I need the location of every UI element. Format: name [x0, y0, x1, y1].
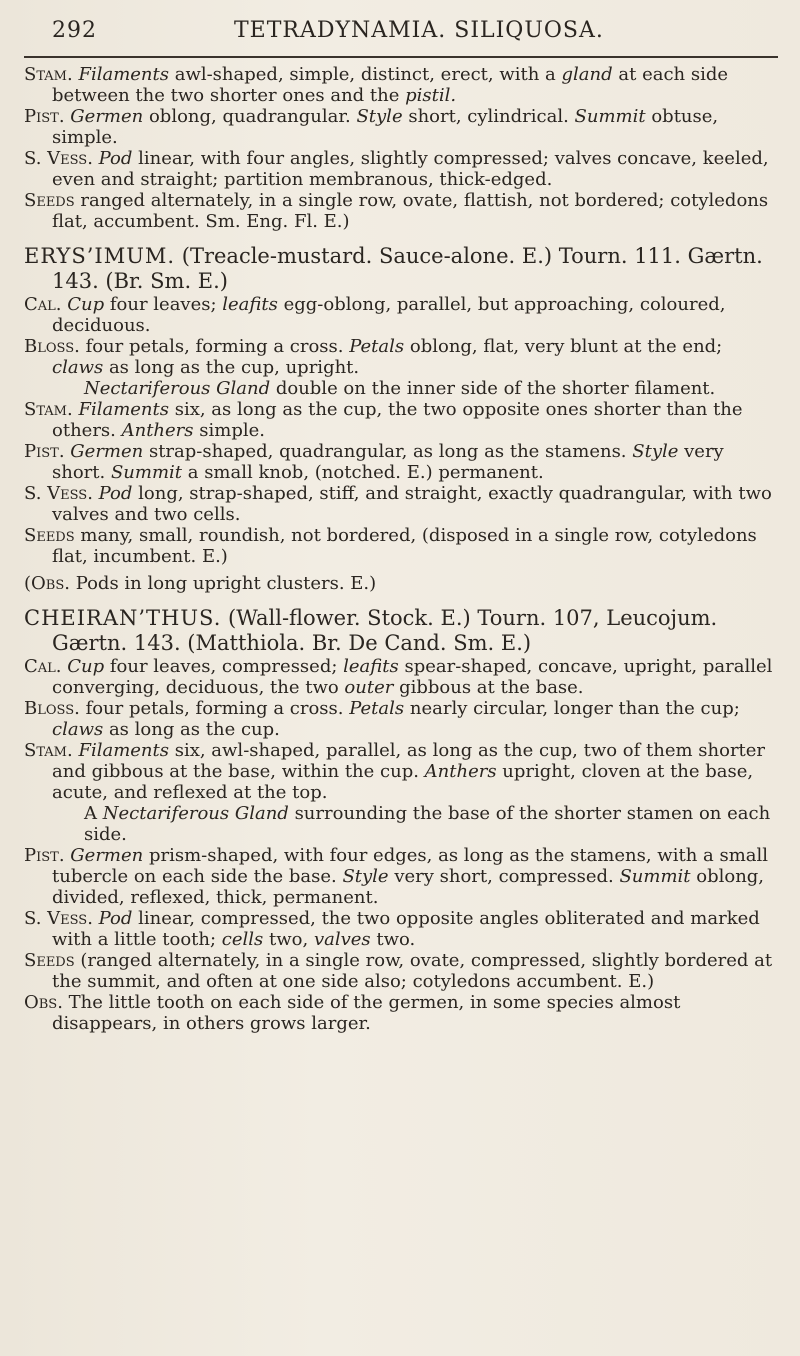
italic-term: Filaments	[78, 740, 169, 761]
text-run: short, cylindrical.	[402, 106, 575, 127]
description-paragraph	[24, 190, 778, 232]
section-label: Seeds	[24, 190, 75, 211]
description-paragraph	[24, 525, 778, 567]
text-run: many, small, roundish, not bordered, (disposed in a single row, cotyledons flat, incumbent. E.)	[52, 525, 757, 567]
text-run: ranged alternately, in a single row, ovate, flattish, not bordered; cotyledons flat, accumbent. Sm. Eng. Fl. E.)	[52, 190, 769, 232]
text-run: four leaves;	[104, 294, 223, 315]
text-run: awl-shaped, simple, distinct, erect, with a	[168, 64, 562, 85]
italic-term: Anthers	[424, 761, 497, 782]
italic-term: Germen	[70, 845, 144, 866]
italic-term: Filaments	[78, 399, 169, 420]
italic-term: Style	[356, 106, 403, 127]
section-label: Stam.	[24, 740, 73, 761]
italic-term: Germen	[70, 441, 144, 462]
italic-term: gland	[561, 64, 613, 85]
description-paragraph	[24, 378, 778, 399]
section-label: Obs.	[24, 992, 63, 1013]
text-run: A	[84, 803, 103, 824]
section-label: Seeds	[24, 950, 75, 971]
description-paragraph	[24, 698, 778, 740]
italic-term: Summit	[619, 866, 691, 887]
italic-term: Style	[632, 441, 679, 462]
italic-term: leafits	[343, 656, 399, 677]
text-run: strap-shaped, quadrangular, as long as the stamens.	[143, 441, 633, 462]
text-run: linear, compressed, the two opposite angles obliterated and marked with a little tooth;	[52, 908, 760, 950]
text-run: two,	[263, 929, 314, 950]
description-paragraph	[24, 294, 778, 336]
text-run: (ranged alternately, in a single row, ovate, compressed, slightly bordered at the summit, and often at one side also; cotyledons accumbent. E.)	[52, 950, 773, 992]
text-run: obtuse, simple.	[52, 106, 719, 148]
text-run: prism-shaped, with four edges, as long as the stamens, with a small tubercle on each side the base.	[52, 845, 769, 887]
text-run: four petals, forming a cross.	[85, 698, 350, 719]
text-run: a small knob, (notched. E.) permanent.	[182, 462, 544, 483]
section-label: S. Vess.	[24, 483, 93, 504]
italic-term: Summit	[574, 106, 646, 127]
text-run: as long as the cup.	[103, 719, 280, 740]
text-run: surrounding the base of the shorter stamen on each side.	[84, 803, 771, 845]
description-paragraph	[24, 908, 778, 950]
description-paragraph	[24, 483, 778, 525]
text-run: very short, compressed.	[388, 866, 620, 887]
italic-term: Petals	[349, 698, 405, 719]
italic-term: Nectariferous Gland	[84, 378, 271, 399]
description-paragraph	[24, 845, 778, 908]
text-run: very short.	[52, 441, 724, 483]
italic-term: Anthers	[121, 420, 194, 441]
genus-name: CHEIRAN’THUS.	[24, 606, 222, 630]
text-run: gibbous at the base.	[393, 677, 584, 698]
genus-entry	[24, 606, 778, 1034]
text-run: oblong, divided, reflexed, thick, permanent.	[52, 866, 765, 908]
text-run: upright, cloven at the base, acute, and reflexed at the top.	[52, 761, 754, 803]
genus-heading	[24, 606, 778, 656]
text-run: six, as long as the cup, the two opposite ones shorter than the others.	[52, 399, 743, 441]
text-run: six, awl-shaped, parallel, as long as the cup, two of them shorter and gibbous at the base, within the cup.	[52, 740, 766, 782]
italic-term: Petals	[349, 336, 405, 357]
genera-section	[24, 244, 778, 1034]
section-label: Pist.	[24, 845, 65, 866]
italic-term: pistil.	[405, 85, 457, 106]
italic-term: outer	[344, 677, 394, 698]
text-run: egg-oblong, parallel, but approaching, coloured, deciduous.	[52, 294, 726, 336]
text-run: Pods in long upright clusters. E.)	[75, 573, 377, 594]
description-paragraph	[24, 656, 778, 698]
italic-term: Cup	[67, 294, 105, 315]
text-run: long, strap-shaped, stiff, and straight, exactly quadrangular, with two valves and two cells.	[52, 483, 772, 525]
section-label: Pist.	[24, 441, 65, 462]
text-run: oblong, flat, very blunt at the end;	[404, 336, 723, 357]
header-rule	[24, 56, 778, 58]
description-paragraph	[24, 992, 778, 1034]
genus-synonyms: (Wall-flower. Stock. E.) Tourn. 107, Leucojum. Gærtn. 143. (Matthiola. Br. De Cand. Sm. E.)	[52, 606, 718, 655]
genus-name: ERYS’IMUM.	[24, 244, 176, 268]
italic-term: claws	[52, 357, 104, 378]
italic-term: Pod	[98, 483, 133, 504]
genus-synonyms: (Treacle-mustard. Sauce-alone. E.) Tourn. 111. Gærtn. 143. (Br. Sm. E.)	[52, 244, 763, 293]
page-header	[24, 12, 778, 42]
page-number: 292	[52, 18, 97, 43]
genus-entry	[24, 244, 778, 594]
description-paragraph	[24, 64, 778, 106]
text-run: four petals, forming a cross.	[85, 336, 350, 357]
section-label: Cal.	[24, 656, 62, 677]
section-label: (Obs.	[24, 573, 70, 594]
description-paragraph	[24, 950, 778, 992]
text-run: as long as the cup, upright.	[103, 357, 360, 378]
section-label: S. Vess.	[24, 148, 93, 169]
italic-term: Summit	[110, 462, 183, 483]
italic-term: valves	[313, 929, 371, 950]
text-run: linear, with four angles, slightly compressed; valves concave, keeled, even and straight; partition membranous, thick-edged.	[52, 148, 769, 190]
section-label: S. Vess.	[24, 908, 93, 929]
text-run: four leaves, compressed;	[104, 656, 344, 677]
section-label: Seeds	[24, 525, 75, 546]
intro-section	[24, 64, 778, 232]
italic-term: Germen	[70, 106, 144, 127]
running-title: TETRADYNAMIA. SILIQUOSA.	[234, 18, 604, 43]
text-run: oblong, quadrangular.	[143, 106, 357, 127]
description-paragraph	[24, 740, 778, 803]
description-paragraph	[24, 441, 778, 483]
description-paragraph	[24, 803, 778, 845]
italic-term: cells	[221, 929, 264, 950]
description-paragraph	[24, 399, 778, 441]
text-run: The little tooth on each side of the germen, in some species almost disappears, in others grows larger.	[52, 992, 681, 1034]
description-paragraph	[24, 148, 778, 190]
text-run: simple.	[193, 420, 265, 441]
section-label: Bloss.	[24, 336, 80, 357]
italic-term: leafits	[222, 294, 278, 315]
section-label: Stam.	[24, 399, 73, 420]
italic-term: Filaments	[78, 64, 169, 85]
section-label: Cal.	[24, 294, 62, 315]
italic-term: claws	[52, 719, 104, 740]
italic-term: Cup	[67, 656, 105, 677]
section-label: Pist.	[24, 106, 65, 127]
genus-heading	[24, 244, 778, 294]
italic-term: Pod	[98, 148, 133, 169]
italic-term: Pod	[98, 908, 133, 929]
text-run: nearly circular, longer than the cup;	[404, 698, 740, 719]
text-run: at each side between the two shorter ones and the	[52, 64, 729, 106]
description-paragraph	[24, 573, 778, 594]
description-paragraph	[24, 336, 778, 378]
section-label: Stam.	[24, 64, 73, 85]
italic-term: Nectariferous Gland	[102, 803, 289, 824]
italic-term: Style	[342, 866, 389, 887]
text-run: two.	[370, 929, 416, 950]
description-paragraph	[24, 106, 778, 148]
text-run: double on the inner side of the shorter filament.	[270, 378, 716, 399]
text-run: spear-shaped, concave, upright, parallel converging, deciduous, the two	[52, 656, 773, 698]
section-label: Bloss.	[24, 698, 80, 719]
